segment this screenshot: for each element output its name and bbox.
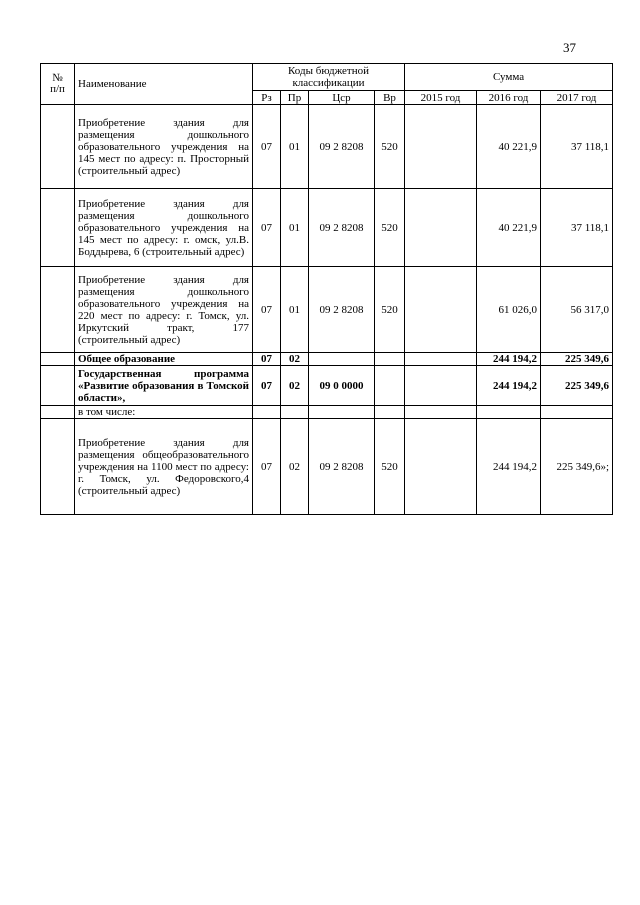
row-2017: 56 317,0 xyxy=(541,267,613,353)
row-pr: 02 xyxy=(281,353,309,366)
row-csr: 09 0 0000 xyxy=(309,366,375,406)
row-2016: 244 194,2 xyxy=(477,353,541,366)
header-rz: Рз xyxy=(253,91,281,105)
row-2016: 244 194,2 xyxy=(477,419,541,515)
row-rz: 07 xyxy=(253,189,281,267)
row-2016: 40 221,9 xyxy=(477,189,541,267)
row-2016: 61 026,0 xyxy=(477,267,541,353)
row-csr: 09 2 8208 xyxy=(309,189,375,267)
row-rz: 07 xyxy=(253,105,281,189)
header-name: Наименование xyxy=(75,64,253,105)
row-2015 xyxy=(405,419,477,515)
row-2015 xyxy=(405,105,477,189)
row-vr xyxy=(375,366,405,406)
row-2015 xyxy=(405,353,477,366)
row-pr: 02 xyxy=(281,366,309,406)
row-pr: 02 xyxy=(281,419,309,515)
row-2017: 225 349,6 xyxy=(541,353,613,366)
table-row xyxy=(41,419,613,515)
row-rz: 07 xyxy=(253,353,281,366)
row-rz: 07 xyxy=(253,366,281,406)
header-codes-group: Коды бюджетной классификации xyxy=(253,64,405,91)
table-row xyxy=(41,189,613,267)
row-rz xyxy=(253,406,281,419)
row-2015 xyxy=(405,189,477,267)
row-2016 xyxy=(477,406,541,419)
header-2015: 2015 год xyxy=(405,91,477,105)
row-vr xyxy=(375,406,405,419)
row-2017: 37 118,1 xyxy=(541,105,613,189)
table-row xyxy=(41,353,613,366)
row-name: Общее образование xyxy=(75,353,253,366)
budget-table xyxy=(40,63,613,515)
row-pr: 01 xyxy=(281,105,309,189)
row-name: Приобретение здания для размещения дошкольного образовательного учреждения на 145 мест по адресу: г. омск, ул.В. Боддырева, 6 (строительный адрес) xyxy=(78,197,249,258)
row-2015 xyxy=(405,267,477,353)
header-num: № п/п xyxy=(41,64,75,105)
row-2016: 40 221,9 xyxy=(477,105,541,189)
row-csr: 09 2 8208 xyxy=(309,419,375,515)
row-name: Приобретение здания для размещения дошкольного образовательного учреждения на 145 мест по адресу: п. Просторный (строительный адрес) xyxy=(78,116,249,177)
row-rz: 07 xyxy=(253,419,281,515)
row-2017: 225 349,6»; xyxy=(541,419,613,515)
header-vr: Вр xyxy=(375,91,405,105)
row-name: Приобретение здания для размещения общеобразовательного учреждения на 1100 мест по адресу: г. Томск, ул. Федоровского,4 (строительный адрес) xyxy=(78,436,249,497)
row-pr: 01 xyxy=(281,189,309,267)
table-row xyxy=(41,406,613,419)
row-2017: 225 349,6 xyxy=(541,366,613,406)
row-vr: 520 xyxy=(375,189,405,267)
row-2016: 244 194,2 xyxy=(477,366,541,406)
row-2017 xyxy=(541,406,613,419)
row-name: в том числе: xyxy=(75,406,253,419)
page-number: 37 xyxy=(563,40,576,55)
header-2017: 2017 год xyxy=(541,91,613,105)
row-csr xyxy=(309,353,375,366)
row-2015 xyxy=(405,406,477,419)
row-pr xyxy=(281,406,309,419)
row-pr: 01 xyxy=(281,267,309,353)
row-vr: 520 xyxy=(375,419,405,515)
table-row xyxy=(41,267,613,353)
row-2017: 37 118,1 xyxy=(541,189,613,267)
header-2016: 2016 год xyxy=(477,91,541,105)
row-name: Приобретение здания для размещения дошкольного образовательного учреждения на 220 мест по адресу: г. Томск, ул. Иркутский тракт, 177 (строительный адрес) xyxy=(78,273,249,346)
row-vr: 520 xyxy=(375,267,405,353)
row-vr: 520 xyxy=(375,105,405,189)
row-csr: 09 2 8208 xyxy=(309,267,375,353)
table-row xyxy=(41,105,613,189)
row-csr xyxy=(309,406,375,419)
table-row xyxy=(41,366,613,406)
header-pr: Пр xyxy=(281,91,309,105)
row-name: Государственная программа «Развитие образования в Томской области», xyxy=(78,367,249,404)
row-csr: 09 2 8208 xyxy=(309,105,375,189)
header-sum-group: Сумма xyxy=(405,64,613,91)
header-csr: Цср xyxy=(309,91,375,105)
row-vr xyxy=(375,353,405,366)
row-rz: 07 xyxy=(253,267,281,353)
row-2015 xyxy=(405,366,477,406)
